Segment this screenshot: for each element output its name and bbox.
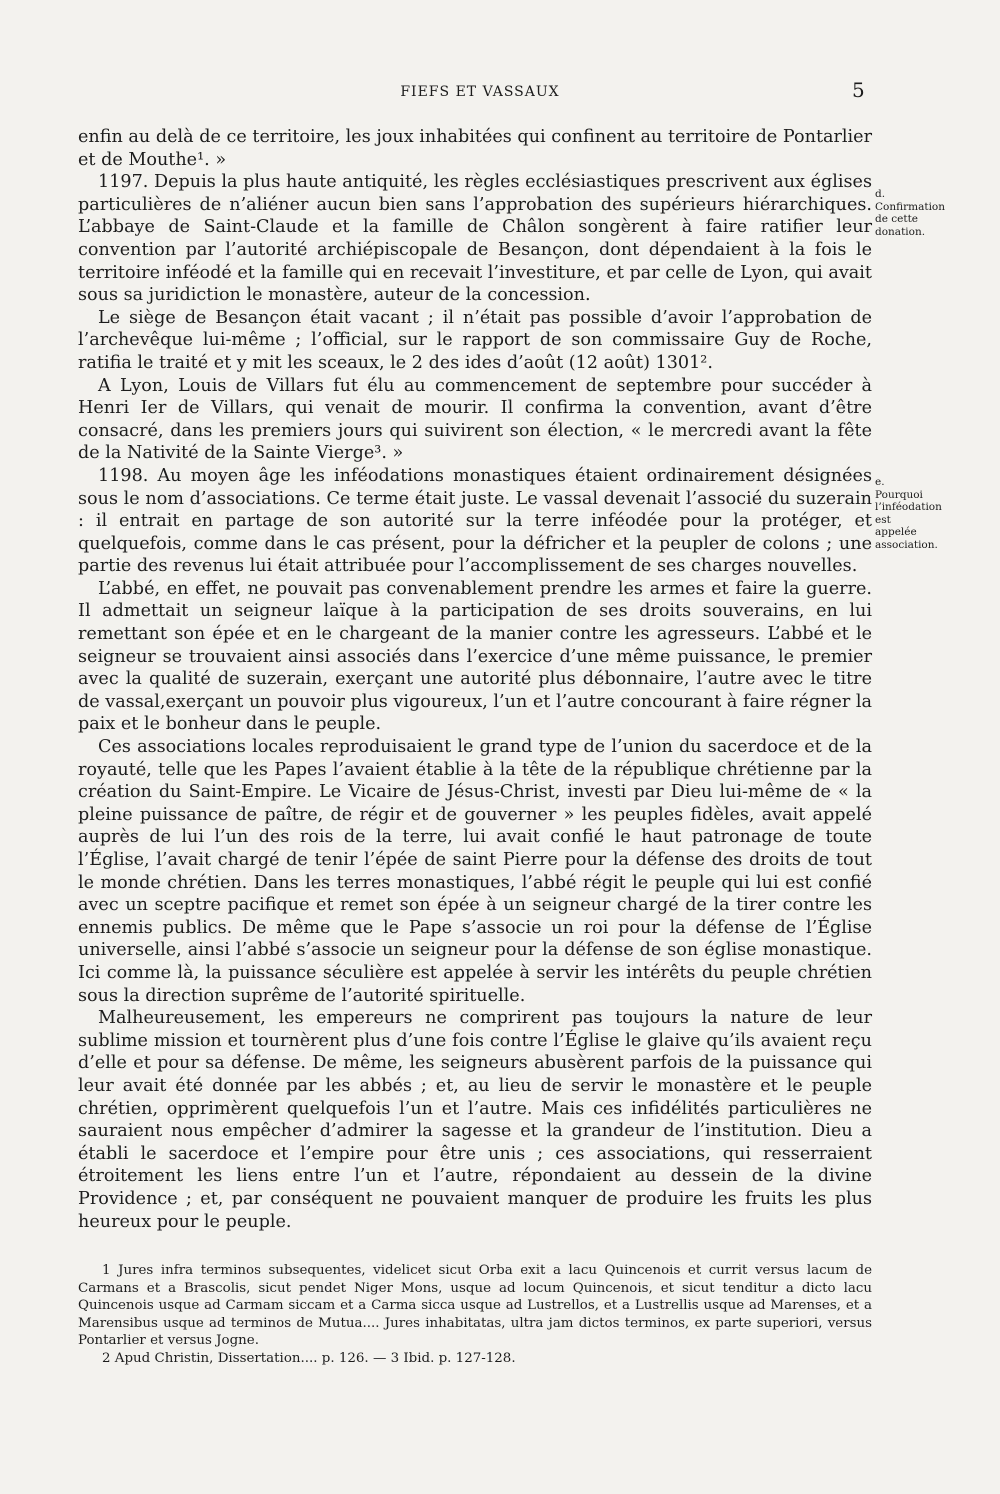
paragraph: 1197. Depuis la plus haute antiquité, les règles ecclésiastiques prescrivent aux églises particulières de n’aliéner aucun bien sans l’approbation des supérieurs hiérarchiques. L’abbaye de Saint-Claude et la famille de Châlon songèrent à faire ratifier leur convention par l’autorité archiépiscopale de Besançon, dont dépendaient à la fois le territoire inféodé et la famille qui en recevait l’investiture, et par celle de Lyon, qui avait sous sa juridiction le monastère, auteur de la concession. — [78, 172, 872, 306]
paragraph: 1198. Au moyen âge les inféodations monastiques étaient ordinairement désignées sous le nom d’associations. Ce terme était juste. Le vassal devenait l’associé du suzerain : il entrait en partage de son autorité sur la terre inféodée pour la protéger, et quelquefois, comme dans le cas présent, pour la défricher et la peupler de colons ; une partie des revenus lui était attribuée pour l’accomplissement de ses charges nouvelles. — [78, 465, 872, 577]
paragraph: A Lyon, Louis de Villars fut élu au commencement de septembre pour succéder à Henri Ier de Villars, qui venait de mourir. Il confirma la convention, avant d’être consacré, dans les premiers jours qui suivirent son élection, « le mercredi avant la fête de la Nativité de la Sainte Vierge³. » — [78, 375, 872, 464]
sidenote: e. Pourquoi l’inféodation est appelée association. — [875, 476, 942, 551]
paragraph: Ces associations locales reproduisaient le grand type de l’union du sacerdoce et de la royauté, telle que les Papes l’avaient établie à la tête de la république chrétienne par la création du Saint-Empire. Le Vicaire de Jésus-Christ, investi par Dieu lui-même de « la pleine puissance de paître, de régir et de gouverner » les peuples fidèles, avait appelé auprès de lui l’un des rois de la terre, lui avait confié le haut patronage de toute l’Église, l’avait chargé de tenir l’épée de saint Pierre pour la défense des droits de tout le monde chrétien. Dans les terres monastiques, l’abbé régit le peuple qui lui est confié avec un sceptre pacifique et remet son épée à un seigneur chargé de la tirer contre les ennemis publics. De même que le Pape s’associe un roi pour la défense de l’Église universelle, ainsi l’abbé s’associe un seigneur pour la défense de son église monastique. Ici comme là, la puissance séculière est appelée à servir les intérêts du peuple chrétien sous la direction suprême de l’autorité spirituelle. — [78, 737, 872, 1006]
page-number: 5 — [852, 78, 865, 102]
footnote: 2 Apud Christin, Dissertation.... p. 126. — 3 Ibid. p. 127-128. — [102, 1350, 516, 1366]
main-text — [78, 126, 872, 1233]
running-header: FIEFS ET VASSAUX — [400, 84, 560, 100]
paragraph: L’abbé, en effet, ne pouvait pas convenablement prendre les armes et faire la guerre. Il admettait un seigneur laïque à la participation de ses droits souverains, en lui remettant son épée et en le chargeant de la manier contre les agresseurs. L’abbé et le seigneur se trouvaient ainsi associés dans l’exercice d’une même puissance, le premier avec la qualité de suzerain, exerçant une autorité plus débonnaire, l’autre avec le titre de vassal,exerçant un pouvoir plus vigoureux, l’un et l’autre concourant à faire régner la paix et le bonheur dans le peuple. — [78, 578, 873, 735]
paragraph: Malheureusement, les empereurs ne comprirent pas toujours la nature de leur sublime mission et tournèrent plus d’une fois contre l’Église le glaive qu’ils avaient reçu d’elle et pour sa défense. De même, les seigneurs abusèrent parfois de la puissance qui leur avait été donnée par les abbés ; et, au lieu de servir le monastère et le peuple chrétien, opprimèrent quelquefois l’un et l’autre. Mais ces infidélités particulières ne sauraient nous empêcher d’admirer la sagesse et la grandeur de l’institution. Dieu a établi le sacerdoce et l’empire pour être unis ; ces associations, qui resserraient étroitement les liens entre l’un et l’autre, répondaient au dessein de la divine Providence ; et, par conséquent ne pouvaient manquer de produire les fruits les plus heureux pour le peuple. — [78, 1008, 872, 1232]
paragraph: enfin au delà de ce territoire, les joux inhabitées qui confinent au territoire de Pontarlier et de Mouthe¹. » — [78, 127, 872, 170]
paragraph: Le siège de Besançon était vacant ; il n’était pas possible d’avoir l’approbation de l’archevêque lui-même ; l’official, sur le rapport de son commissaire Guy de Roche, ratifia le traité et y mit les sceaux, le 2 des ides d’août (12 août) 1301². — [78, 307, 872, 373]
sidenote: d. Confirmation de cette donation. — [875, 188, 946, 238]
footnotes — [78, 1262, 872, 1368]
footnote: 1 Jures infra terminos subsequentes, videlicet sicut Orba exit a lacu Quincenois et currit versus lacum de Carmans et a Brascolis, sicut pendet Niger Mons, usque ad locum Quincenois, et sicut tenditur a dicto lacu Quincenois usque ad Carmam siccam et a Carma sicca usque ad Lustrellos, et a Lustrellis usque ad Marenses, et a Marensibus usque ad terminos de Mutua.... Jures inhabitatas, ultra jam dictos terminos, ex parte superiori, versus Pontarlier et versus Jogne. — [78, 1263, 872, 1349]
